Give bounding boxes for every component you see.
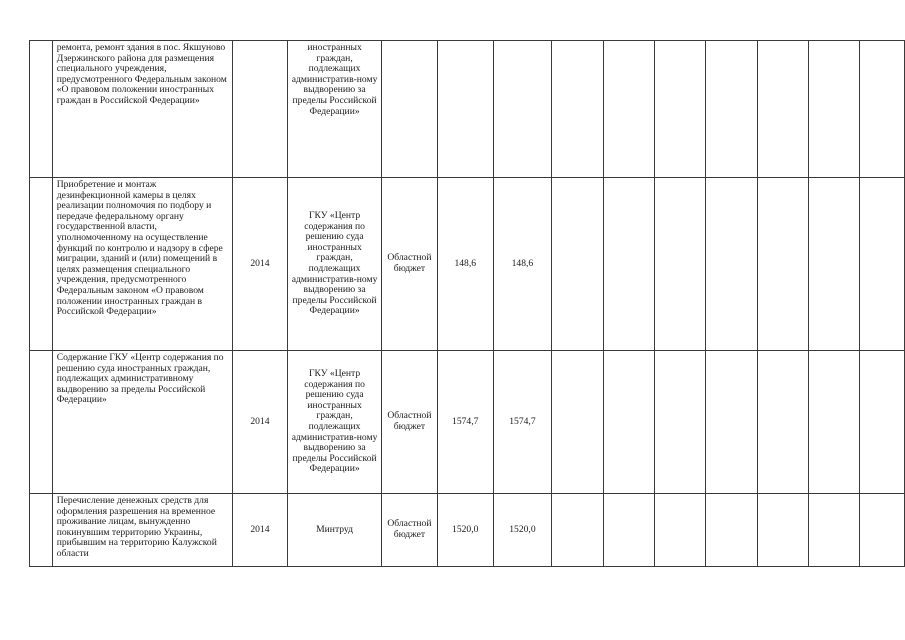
activity-description-cell: ремонта, ремонт здания в пос. Якшуново Дзержинского района для размещения специального учреждения, предусмотренного Федеральным законом «О правовом положении иностранных граждан в Российской Федерации» <box>52 41 232 178</box>
empty-cell <box>757 494 808 567</box>
empty-cell <box>603 178 654 351</box>
activity-description-cell: Содержание ГКУ «Центр содержания по решению суда иностранных граждан, подлежащих административному выдворению за пределы Российской Федерации» <box>52 351 232 494</box>
executor-cell: ГКУ «Центр содержания по решению суда иностранных граждан, подлежащих административ-ному выдворению за пределы Российской Федерации» <box>288 351 382 494</box>
year-amount-cell: 1574,7 <box>493 351 552 494</box>
empty-cell <box>860 41 905 178</box>
executor-cell: Минтруд <box>288 494 382 567</box>
funding-source-cell <box>381 41 437 178</box>
program-activities-table <box>29 40 905 567</box>
empty-cell <box>809 494 860 567</box>
table-row <box>30 494 905 567</box>
funding-source-cell: Областной бюджет <box>381 351 437 494</box>
empty-cell <box>654 494 705 567</box>
funding-source-cell: Областной бюджет <box>381 178 437 351</box>
total-amount-cell: 1520,0 <box>437 494 493 567</box>
empty-cell <box>654 41 705 178</box>
empty-cell <box>654 351 705 494</box>
year-amount-cell: 148,6 <box>493 178 552 351</box>
empty-cell <box>552 41 603 178</box>
empty-cell <box>706 494 757 567</box>
funding-source-cell: Областной бюджет <box>381 494 437 567</box>
empty-cell <box>603 351 654 494</box>
year-cell: 2014 <box>232 494 288 567</box>
empty-cell <box>809 178 860 351</box>
empty-cell <box>654 178 705 351</box>
table-row <box>30 41 905 178</box>
table-row <box>30 178 905 351</box>
activity-description-cell: Перечисление денежных средств для оформления разрешения на временное проживание лицам, вынужденно покинувшим территорию Украины, прибывшим на территорию Калужской области <box>52 494 232 567</box>
empty-cell <box>757 351 808 494</box>
empty-cell <box>757 41 808 178</box>
executor-cell: иностранных граждан, подлежащих административ-ному выдворению за пределы Российской Федерации» <box>288 41 382 178</box>
executor-cell: ГКУ «Центр содержания по решению суда иностранных граждан, подлежащих административ-ному выдворению за пределы Российской Федерации» <box>288 178 382 351</box>
activity-description-cell: Приобретение и монтаж дезинфекционной камеры в целях реализации полномочия по подбору и передаче федеральному органу государственной власти, уполномоченному на осуществление функций по контролю и надзору в сфере миграции, зданий и (или) помещений в целях размещения специального учреждения, предусмотренного Федеральным законом «О правовом положении иностранных граждан в Российской Федерации» <box>52 178 232 351</box>
total-amount-cell <box>437 41 493 178</box>
empty-cell <box>809 351 860 494</box>
row-number-cell <box>30 178 53 351</box>
empty-cell <box>552 494 603 567</box>
empty-cell <box>552 351 603 494</box>
total-amount-cell: 148,6 <box>437 178 493 351</box>
table-row <box>30 351 905 494</box>
row-number-cell <box>30 494 53 567</box>
empty-cell <box>757 178 808 351</box>
year-amount-cell <box>493 41 552 178</box>
row-number-cell <box>30 351 53 494</box>
total-amount-cell: 1574,7 <box>437 351 493 494</box>
empty-cell <box>706 351 757 494</box>
row-number-cell <box>30 41 53 178</box>
empty-cell <box>603 41 654 178</box>
empty-cell <box>706 41 757 178</box>
year-cell: 2014 <box>232 351 288 494</box>
empty-cell <box>860 178 905 351</box>
empty-cell <box>603 494 654 567</box>
year-cell <box>232 41 288 178</box>
empty-cell <box>860 351 905 494</box>
empty-cell <box>860 494 905 567</box>
empty-cell <box>706 178 757 351</box>
year-amount-cell: 1520,0 <box>493 494 552 567</box>
year-cell: 2014 <box>232 178 288 351</box>
empty-cell <box>809 41 860 178</box>
empty-cell <box>552 178 603 351</box>
